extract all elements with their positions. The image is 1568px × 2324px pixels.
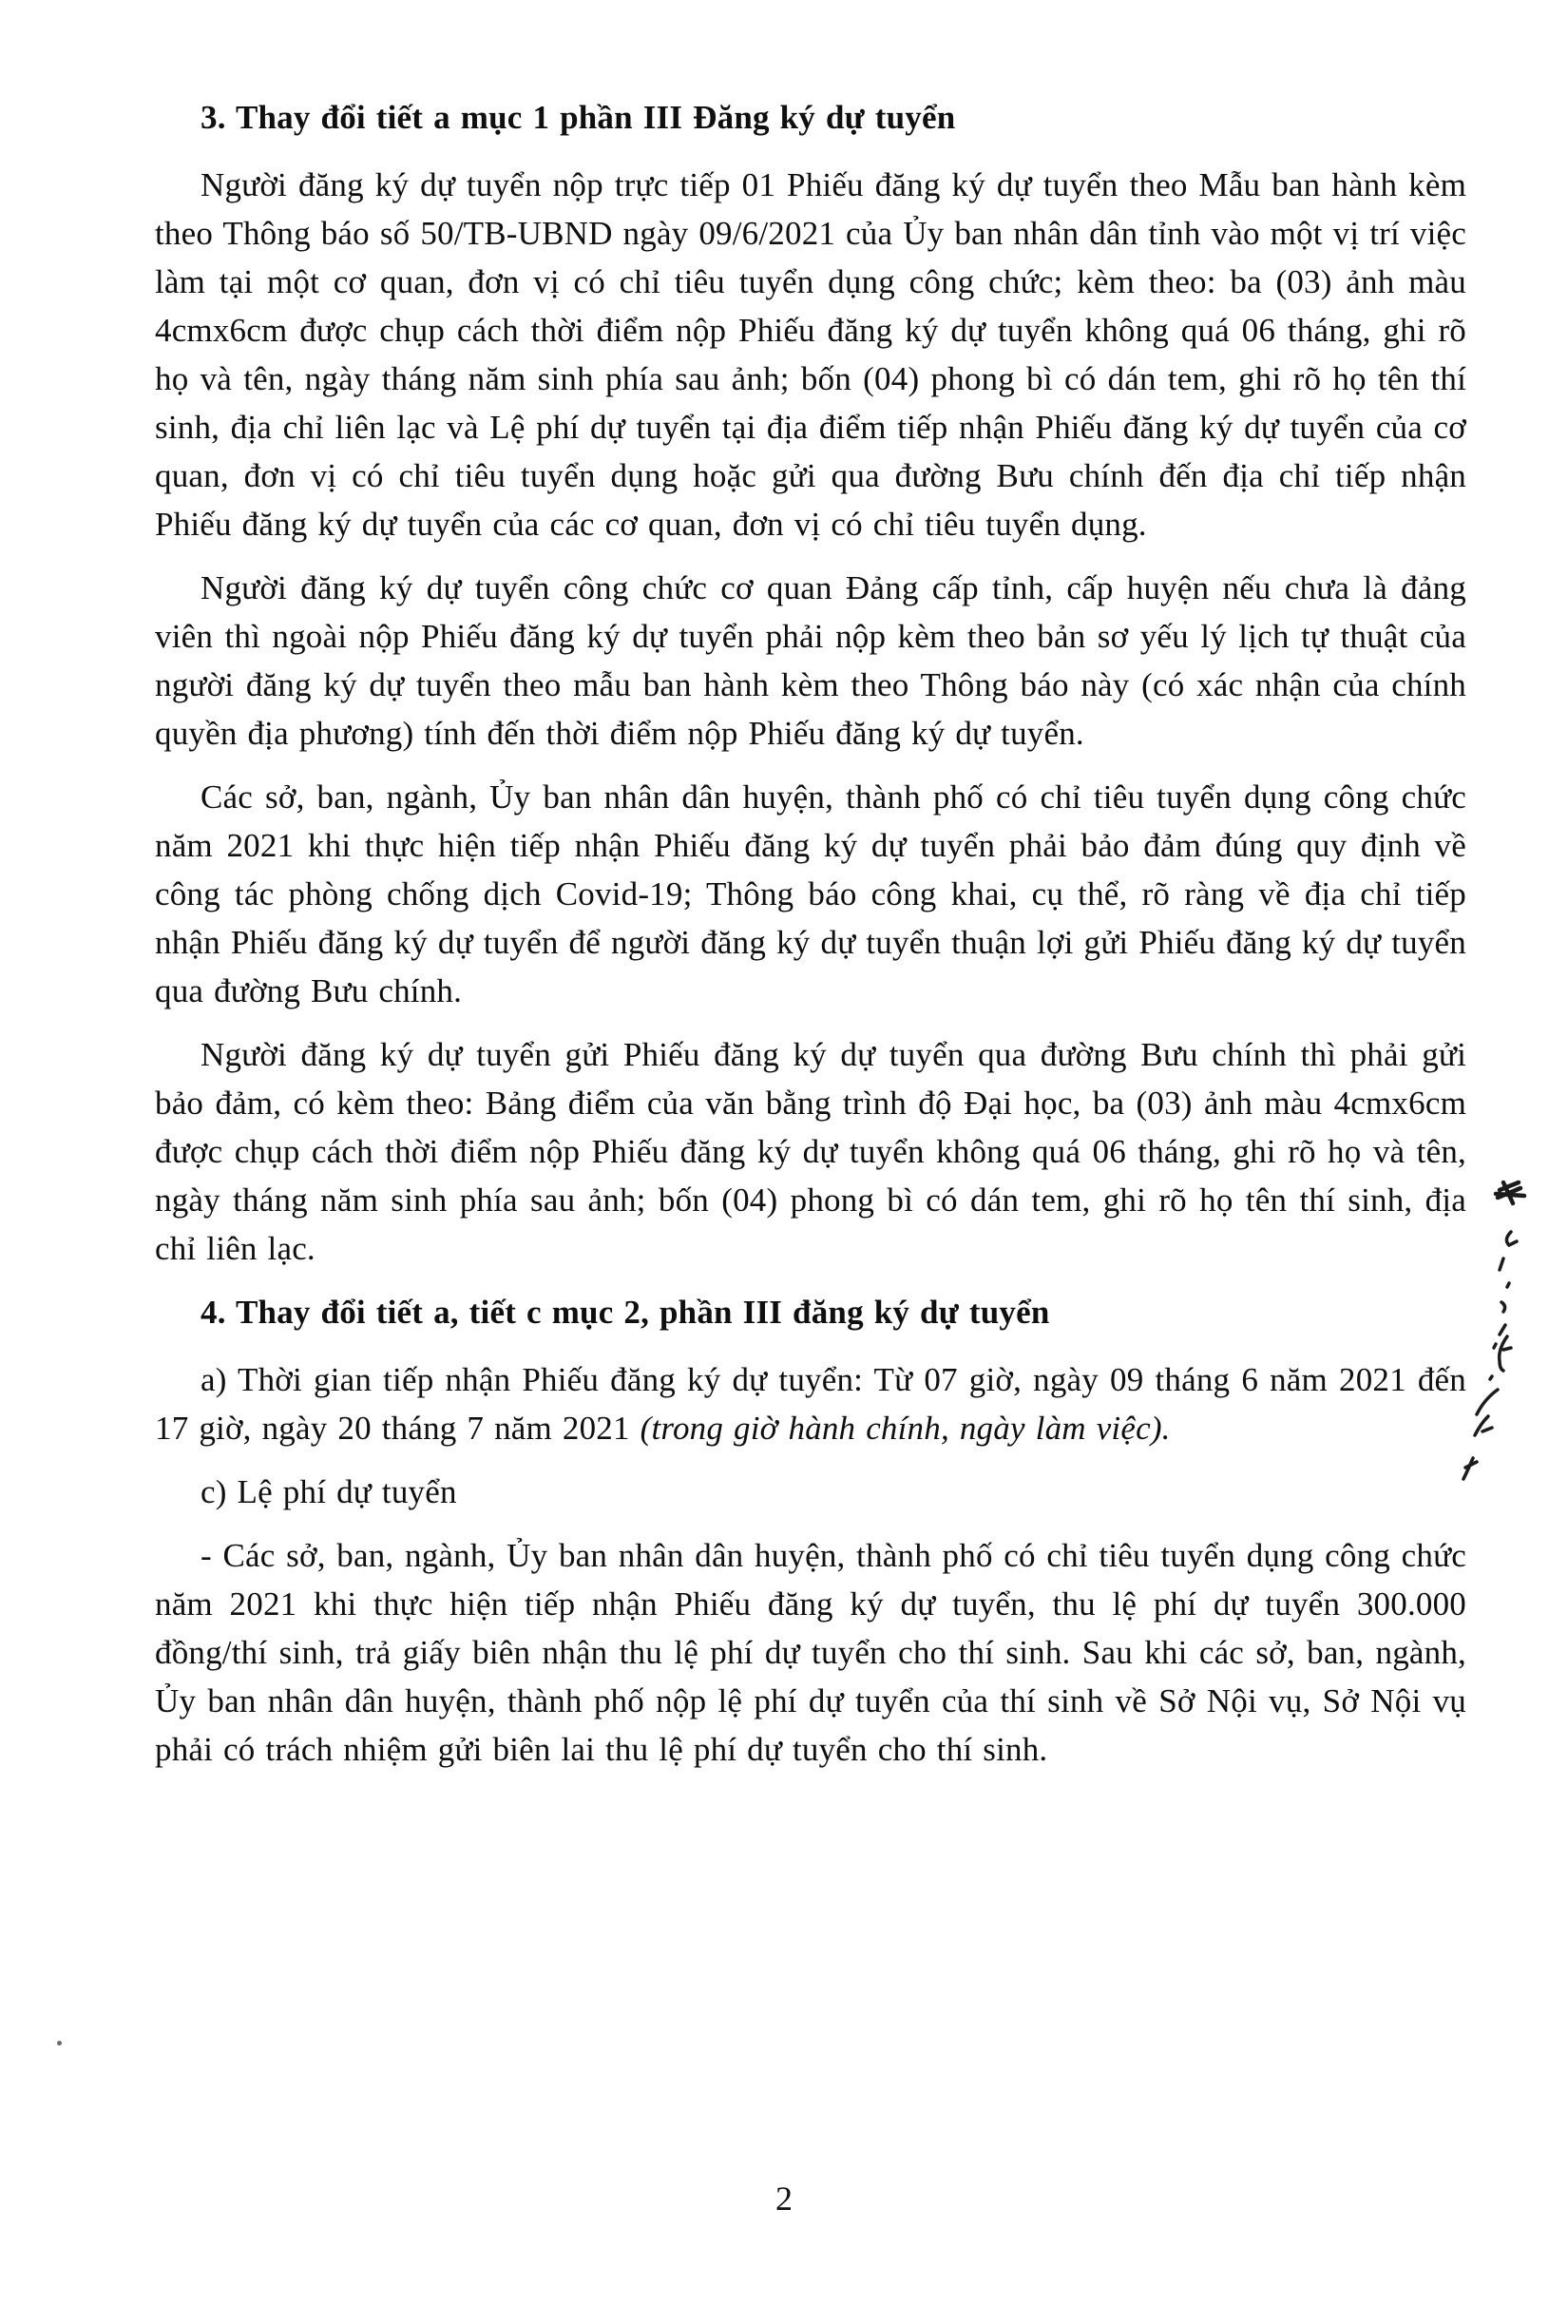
text-run: Người đăng ký dự tuyển công chức cơ quan Đảng cấp tỉnh, cấp huyện nếu chưa là đảng viên thì ngoài nộp Phiếu đăng ký dự tuyển phải nộp kèm theo bản sơ yếu lý lịch tự thuật của người đăng ký dự tuyển theo mẫu ban hành kèm theo Thông báo này (có xác nhận của chính quyền địa phương) tính đến thời điểm nộp Phiếu đăng ký dự tuyển.	[155, 569, 1466, 752]
text-run: Các sở, ban, ngành, Ủy ban nhân dân huyện, thành phố có chỉ tiêu tuyển dụng công chức năm 2021 khi thực hiện tiếp nhận Phiếu đăng ký dự tuyển phải bảo đảm đúng quy định về công tác phòng chống dịch Covid-19; Thông báo công khai, cụ thể, rõ ràng về địa chỉ tiếp nhận Phiếu đăng ký dự tuyển để người đăng ký dự tuyển thuận lợi gửi Phiếu đăng ký dự tuyển qua đường Bưu chính.	[155, 778, 1466, 1009]
paragraph	[155, 1030, 1466, 1273]
text-run: c) Lệ phí dự tuyển	[201, 1473, 457, 1510]
handwritten-margin-mark-icon	[1454, 1177, 1541, 1500]
text-run: a) Thời gian tiếp nhận Phiếu đăng ký dự tuyển: Từ 07 giờ, ngày 09 tháng 6 năm 2021 đến 17 giờ, ngày 20 tháng 7 năm 2021	[155, 1361, 1466, 1447]
page-number: 2	[775, 2180, 793, 2218]
text-run: 4. Thay đổi tiết a, tiết c mục 2, phần III đăng ký dự tuyển	[201, 1294, 1050, 1331]
text-run: (trong giờ hành chính, ngày làm việc).	[640, 1410, 1171, 1447]
section-heading	[155, 93, 1466, 142]
paragraph	[155, 1531, 1466, 1774]
text-run: - Các sở, ban, ngành, Ủy ban nhân dân huyện, thành phố có chỉ tiêu tuyển dụng công chức năm 2021 khi thực hiện tiếp nhận Phiếu đăng ký dự tuyển, thu lệ phí dự tuyển 300.000 đồng/thí sinh, trả giấy biên nhận thu lệ phí dự tuyển cho thí sinh. Sau khi các sở, ban, ngành, Ủy ban nhân dân huyện, thành phố nộp lệ phí dự tuyển của thí sinh về Sở Nội vụ, Sở Nội vụ phải có trách nhiệm gửi biên lai thu lệ phí dự tuyển cho thí sinh.	[155, 1537, 1466, 1768]
paragraph	[155, 1355, 1466, 1452]
text-run: Người đăng ký dự tuyển gửi Phiếu đăng ký dự tuyển qua đường Bưu chính thì phải gửi bảo đảm, có kèm theo: Bảng điểm của văn bằng trình độ Đại học, ba (03) ảnh màu 4cmx6cm được chụp cách thời điểm nộp Phiếu đăng ký dự tuyển không quá 06 tháng, ghi rõ họ và tên, ngày tháng năm sinh phía sau ảnh; bốn (04) phong bì có dán tem, ghi rõ họ tên thí sinh, địa chỉ liên lạc.	[155, 1036, 1466, 1267]
text-block	[155, 87, 1466, 1789]
section-heading	[155, 1288, 1466, 1336]
paragraph	[155, 1468, 1466, 1516]
text-run: 3. Thay đổi tiết a mục 1 phần III Đăng ký dự tuyển	[201, 99, 956, 136]
paragraph	[155, 564, 1466, 758]
paragraph	[155, 773, 1466, 1015]
text-run: Người đăng ký dự tuyển nộp trực tiếp 01 Phiếu đăng ký dự tuyển theo Mẫu ban hành kèm theo Thông báo số 50/TB-UBND ngày 09/6/2021 của Ủy ban nhân dân tỉnh vào một vị trí việc làm tại một cơ quan, đơn vị có chỉ tiêu tuyển dụng công chức; kèm theo: ba (03) ảnh màu 4cmx6cm được chụp cách thời điểm nộp Phiếu đăng ký dự tuyển không quá 06 tháng, ghi rõ họ và tên, ngày tháng năm sinh phía sau ảnh; bốn (04) phong bì có dán tem, ghi rõ họ tên thí sinh, địa chỉ liên lạc và Lệ phí dự tuyển tại địa điểm tiếp nhận Phiếu đăng ký dự tuyển của cơ quan, đơn vị có chỉ tiêu tuyển dụng hoặc gửi qua đường Bưu chính đến địa chỉ tiếp nhận Phiếu đăng ký dự tuyển của các cơ quan, đơn vị có chỉ tiêu tuyển dụng.	[155, 166, 1466, 543]
scan-artifact-dot	[57, 2041, 62, 2046]
paragraph	[155, 161, 1466, 548]
